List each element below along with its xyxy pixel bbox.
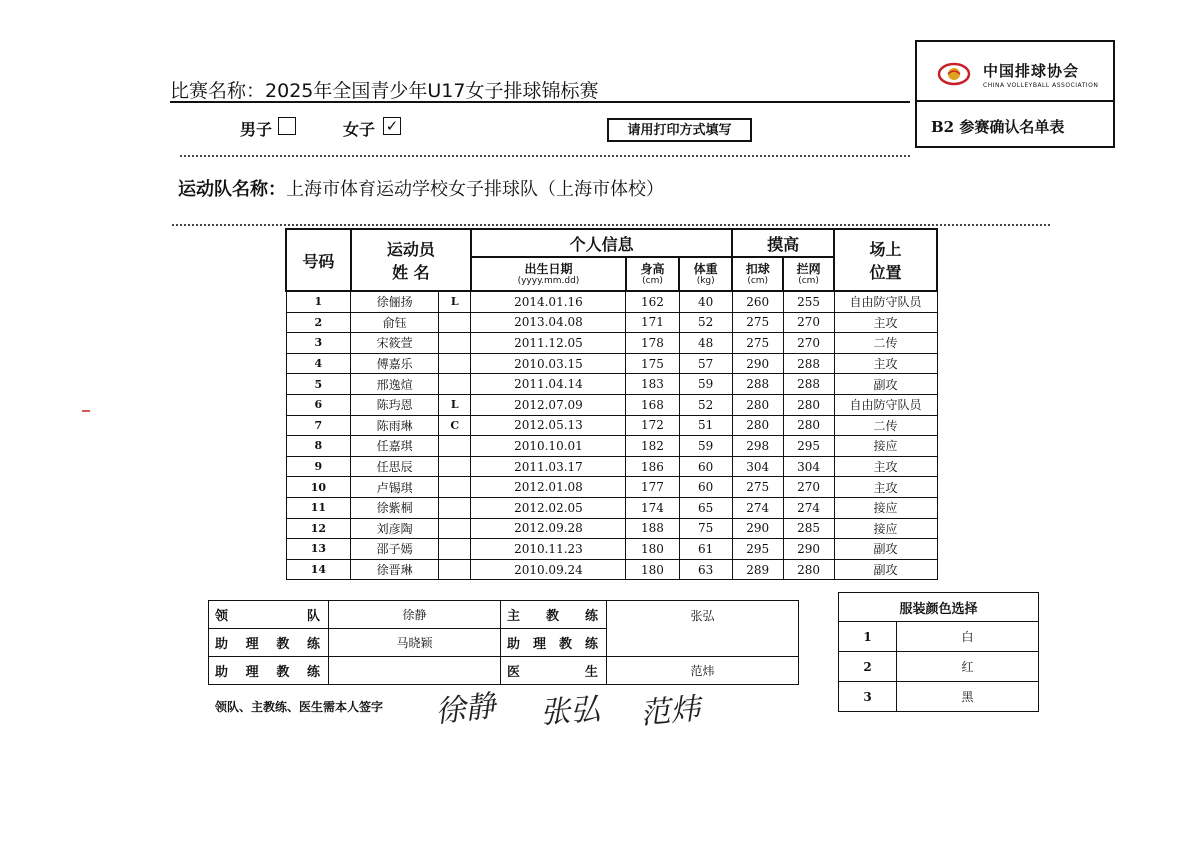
player-role bbox=[439, 312, 471, 333]
header-reach: 摸高 bbox=[732, 229, 834, 257]
player-block-reach: 255 bbox=[783, 291, 834, 312]
player-height: 171 bbox=[626, 312, 679, 333]
player-position: 自由防守队员 bbox=[834, 394, 937, 415]
team-name: 上海市体育运动学校女子排球队（上海市体校） bbox=[286, 179, 664, 200]
table-row bbox=[286, 353, 937, 374]
player-number: 3 bbox=[286, 333, 351, 354]
player-role: C bbox=[439, 415, 471, 436]
player-number: 9 bbox=[286, 456, 351, 477]
player-number: 12 bbox=[286, 518, 351, 539]
player-block-reach: 280 bbox=[783, 415, 834, 436]
player-spike-reach: 289 bbox=[732, 559, 783, 580]
player-number: 7 bbox=[286, 415, 351, 436]
leader-name[interactable]: 徐静 bbox=[329, 601, 501, 629]
dotted-divider-bottom bbox=[172, 224, 1050, 226]
player-spike-reach: 280 bbox=[732, 415, 783, 436]
player-height: 177 bbox=[626, 477, 679, 498]
uniform-option-color[interactable]: 红 bbox=[897, 652, 1039, 682]
uniform-option-index: 1 bbox=[839, 622, 897, 652]
player-name: 任思辰 bbox=[351, 456, 439, 477]
header-spike-label: 扣球 bbox=[745, 261, 770, 276]
player-position: 自由防守队员 bbox=[834, 291, 937, 312]
player-birth-date: 2011.04.14 bbox=[471, 374, 626, 395]
match-label: 比赛名称： bbox=[170, 80, 266, 102]
player-height: 174 bbox=[626, 497, 679, 518]
logo-org-name: 中国排球协会 bbox=[983, 62, 1080, 80]
player-position: 副攻 bbox=[834, 539, 937, 560]
print-instruction: 请用打印方式填写 bbox=[607, 118, 752, 142]
header-height-unit: (cm) bbox=[642, 275, 663, 286]
player-height: 180 bbox=[626, 539, 679, 560]
player-spike-reach: 280 bbox=[732, 394, 783, 415]
table-row bbox=[286, 559, 937, 580]
player-height: 175 bbox=[626, 353, 679, 374]
player-role bbox=[439, 497, 471, 518]
player-position: 主攻 bbox=[834, 312, 937, 333]
player-height: 172 bbox=[626, 415, 679, 436]
player-name: 宋筱萱 bbox=[351, 333, 439, 354]
uniform-option-index: 3 bbox=[839, 682, 897, 712]
signature-instruction: 领队、主教练、医生需本人签字 bbox=[215, 700, 384, 714]
header-personal-info: 个人信息 bbox=[471, 229, 732, 257]
header-weight-unit: (kg) bbox=[696, 275, 715, 286]
assistant-coach-1-label: 助理教练 bbox=[209, 629, 329, 657]
player-number: 4 bbox=[286, 353, 351, 374]
player-height: 183 bbox=[626, 374, 679, 395]
player-name: 刘彦陶 bbox=[351, 518, 439, 539]
player-number: 5 bbox=[286, 374, 351, 395]
player-name: 陈玙恩 bbox=[351, 394, 439, 415]
player-role bbox=[439, 374, 471, 395]
player-height: 168 bbox=[626, 394, 679, 415]
player-block-reach: 304 bbox=[783, 456, 834, 477]
player-birth-date: 2012.09.28 bbox=[471, 518, 626, 539]
player-block-reach: 290 bbox=[783, 539, 834, 560]
player-position: 副攻 bbox=[834, 374, 937, 395]
player-birth-date: 2012.05.13 bbox=[471, 415, 626, 436]
player-position: 主攻 bbox=[834, 477, 937, 498]
header-height bbox=[626, 257, 679, 291]
player-role: L bbox=[439, 291, 471, 312]
player-spike-reach: 304 bbox=[732, 456, 783, 477]
match-underline bbox=[170, 101, 910, 103]
table-row bbox=[286, 374, 937, 395]
player-block-reach: 288 bbox=[783, 353, 834, 374]
table-row bbox=[286, 497, 937, 518]
player-block-reach: 280 bbox=[783, 559, 834, 580]
player-number: 2 bbox=[286, 312, 351, 333]
player-weight: 60 bbox=[679, 477, 732, 498]
header-athlete-line1: 运动员 bbox=[386, 240, 435, 259]
player-weight: 60 bbox=[679, 456, 732, 477]
header-height-label: 身高 bbox=[640, 261, 665, 276]
player-birth-date: 2010.09.24 bbox=[471, 559, 626, 580]
player-role bbox=[439, 353, 471, 374]
head-coach-label: 主教练 bbox=[501, 601, 607, 629]
assistant-coach-1-name[interactable]: 马晓颖 bbox=[329, 629, 501, 657]
player-weight: 52 bbox=[679, 312, 732, 333]
player-number: 8 bbox=[286, 436, 351, 457]
header-spike-unit: (cm) bbox=[747, 275, 769, 286]
player-role bbox=[439, 456, 471, 477]
player-name: 徐俪扬 bbox=[351, 291, 439, 312]
player-spike-reach: 295 bbox=[732, 539, 783, 560]
player-weight: 75 bbox=[679, 518, 732, 539]
table-row bbox=[286, 436, 937, 457]
player-spike-reach: 275 bbox=[732, 333, 783, 354]
player-block-reach: 270 bbox=[783, 333, 834, 354]
header-number: 号码 bbox=[286, 229, 351, 291]
header-athlete-line2: 姓 名 bbox=[392, 263, 430, 282]
player-weight: 48 bbox=[679, 333, 732, 354]
player-birth-date: 2012.01.08 bbox=[471, 477, 626, 498]
player-height: 178 bbox=[626, 333, 679, 354]
player-name: 陈雨琳 bbox=[351, 415, 439, 436]
player-birth-date: 2010.10.01 bbox=[471, 436, 626, 457]
player-number: 1 bbox=[286, 291, 351, 312]
player-birth-date: 2010.03.15 bbox=[471, 353, 626, 374]
assistant-coach-2-label: 助理教练 bbox=[501, 629, 607, 657]
player-weight: 59 bbox=[679, 374, 732, 395]
player-weight: 57 bbox=[679, 353, 732, 374]
header-position bbox=[834, 229, 937, 291]
team-label: 运动队名称： bbox=[178, 179, 286, 200]
player-number: 10 bbox=[286, 477, 351, 498]
player-block-reach: 285 bbox=[783, 518, 834, 539]
player-number: 13 bbox=[286, 539, 351, 560]
player-position: 接应 bbox=[834, 497, 937, 518]
male-checkbox[interactable] bbox=[278, 117, 296, 135]
player-spike-reach: 290 bbox=[732, 353, 783, 374]
player-birth-date: 2012.02.05 bbox=[471, 497, 626, 518]
player-role bbox=[439, 333, 471, 354]
player-weight: 63 bbox=[679, 559, 732, 580]
table-row bbox=[286, 477, 937, 498]
player-position: 二传 bbox=[834, 333, 937, 354]
player-number: 11 bbox=[286, 497, 351, 518]
player-role bbox=[439, 559, 471, 580]
player-spike-reach: 260 bbox=[732, 291, 783, 312]
female-checkbox[interactable]: ✓ bbox=[383, 117, 401, 135]
player-position: 主攻 bbox=[834, 456, 937, 477]
player-position: 接应 bbox=[834, 436, 937, 457]
table-row bbox=[286, 539, 937, 560]
player-position: 接应 bbox=[834, 518, 937, 539]
player-name: 傅嘉乐 bbox=[351, 353, 439, 374]
head-coach-signature: 张弘 bbox=[539, 691, 602, 732]
header-block-unit: (cm) bbox=[798, 275, 819, 286]
player-height: 188 bbox=[626, 518, 679, 539]
player-block-reach: 270 bbox=[783, 312, 834, 333]
table-row bbox=[286, 518, 937, 539]
header-position-line1: 场上 bbox=[869, 240, 902, 259]
table-row bbox=[286, 291, 937, 312]
player-weight: 52 bbox=[679, 394, 732, 415]
player-spike-reach: 275 bbox=[732, 312, 783, 333]
form-code: B2 参赛确认名单表 bbox=[931, 118, 1065, 136]
header-block bbox=[783, 257, 834, 291]
team-name-line bbox=[178, 175, 664, 201]
header-birth-date-unit: (yyyy.mm.dd) bbox=[517, 275, 580, 286]
player-name: 邢逸煊 bbox=[351, 374, 439, 395]
uniform-color-table bbox=[838, 592, 1039, 712]
doctor-name[interactable]: 范炜 bbox=[607, 657, 799, 685]
uniform-option-color[interactable]: 黑 bbox=[897, 682, 1039, 712]
uniform-option-color[interactable]: 白 bbox=[897, 622, 1039, 652]
player-birth-date: 2011.03.17 bbox=[471, 456, 626, 477]
player-block-reach: 280 bbox=[783, 394, 834, 415]
roster-body bbox=[286, 291, 937, 580]
volleyball-association-logo-icon bbox=[937, 62, 971, 86]
header-athlete bbox=[351, 229, 471, 291]
logo-divider bbox=[917, 100, 1113, 102]
staff-table bbox=[208, 600, 799, 685]
match-name: 2025年全国青少年U17女子排球锦标赛 bbox=[265, 80, 599, 102]
table-row bbox=[286, 333, 937, 354]
female-label: 女子 bbox=[343, 120, 376, 139]
table-row bbox=[286, 456, 937, 477]
player-spike-reach: 288 bbox=[732, 374, 783, 395]
player-number: 6 bbox=[286, 394, 351, 415]
player-weight: 59 bbox=[679, 436, 732, 457]
player-spike-reach: 290 bbox=[732, 518, 783, 539]
header-birth-date-label: 出生日期 bbox=[524, 261, 573, 276]
player-weight: 61 bbox=[679, 539, 732, 560]
player-block-reach: 295 bbox=[783, 436, 834, 457]
player-name: 任嘉琪 bbox=[351, 436, 439, 457]
leader-signature: 徐静 bbox=[433, 688, 498, 731]
head-coach-name[interactable]: 张弘 bbox=[607, 601, 799, 657]
player-position: 二传 bbox=[834, 415, 937, 436]
player-spike-reach: 274 bbox=[732, 497, 783, 518]
player-name: 徐紫桐 bbox=[351, 497, 439, 518]
header-position-line2: 位置 bbox=[869, 263, 902, 282]
player-spike-reach: 275 bbox=[732, 477, 783, 498]
assistant-coach-3-label: 助理教练 bbox=[209, 657, 329, 685]
player-name: 俞钰 bbox=[351, 312, 439, 333]
header-birth-date bbox=[471, 257, 626, 291]
player-number: 14 bbox=[286, 559, 351, 580]
player-height: 180 bbox=[626, 559, 679, 580]
player-weight: 40 bbox=[679, 291, 732, 312]
player-role bbox=[439, 518, 471, 539]
player-birth-date: 2011.12.05 bbox=[471, 333, 626, 354]
uniform-color-title: 服装颜色选择 bbox=[839, 593, 1039, 622]
logo-org-name-en: CHINA VOLLEYBALL ASSOCIATION bbox=[983, 82, 1099, 89]
player-name: 卢锡琪 bbox=[351, 477, 439, 498]
form-header-box bbox=[915, 40, 1115, 148]
header-weight-label: 体重 bbox=[693, 261, 718, 276]
table-row bbox=[286, 415, 937, 436]
player-height: 186 bbox=[626, 456, 679, 477]
uniform-option-index: 2 bbox=[839, 652, 897, 682]
player-name: 徐晋琳 bbox=[351, 559, 439, 580]
player-role bbox=[439, 539, 471, 560]
player-height: 182 bbox=[626, 436, 679, 457]
player-role: L bbox=[439, 394, 471, 415]
player-position: 主攻 bbox=[834, 353, 937, 374]
header-weight bbox=[679, 257, 732, 291]
roster-table bbox=[285, 228, 938, 580]
doctor-signature: 范炜 bbox=[638, 691, 702, 732]
header-block-label: 拦网 bbox=[796, 261, 821, 276]
player-role bbox=[439, 477, 471, 498]
player-weight: 51 bbox=[679, 415, 732, 436]
player-spike-reach: 298 bbox=[732, 436, 783, 457]
player-name: 邵子嫣 bbox=[351, 539, 439, 560]
player-position: 副攻 bbox=[834, 559, 937, 580]
player-block-reach: 270 bbox=[783, 477, 834, 498]
male-label: 男子 bbox=[240, 120, 273, 139]
match-name-line bbox=[170, 76, 598, 103]
doctor-label: 医生 bbox=[501, 657, 607, 685]
table-row bbox=[286, 312, 937, 333]
player-birth-date: 2014.01.16 bbox=[471, 291, 626, 312]
player-role bbox=[439, 436, 471, 457]
player-block-reach: 288 bbox=[783, 374, 834, 395]
player-birth-date: 2010.11.23 bbox=[471, 539, 626, 560]
player-block-reach: 274 bbox=[783, 497, 834, 518]
assistant-coach-3-name[interactable] bbox=[329, 657, 501, 685]
player-height: 162 bbox=[626, 291, 679, 312]
player-weight: 65 bbox=[679, 497, 732, 518]
table-row bbox=[286, 394, 937, 415]
margin-mark bbox=[82, 410, 90, 412]
leader-label: 领队 bbox=[209, 601, 329, 629]
header-spike bbox=[732, 257, 783, 291]
player-birth-date: 2013.04.08 bbox=[471, 312, 626, 333]
dotted-divider-top bbox=[180, 155, 910, 157]
player-birth-date: 2012.07.09 bbox=[471, 394, 626, 415]
